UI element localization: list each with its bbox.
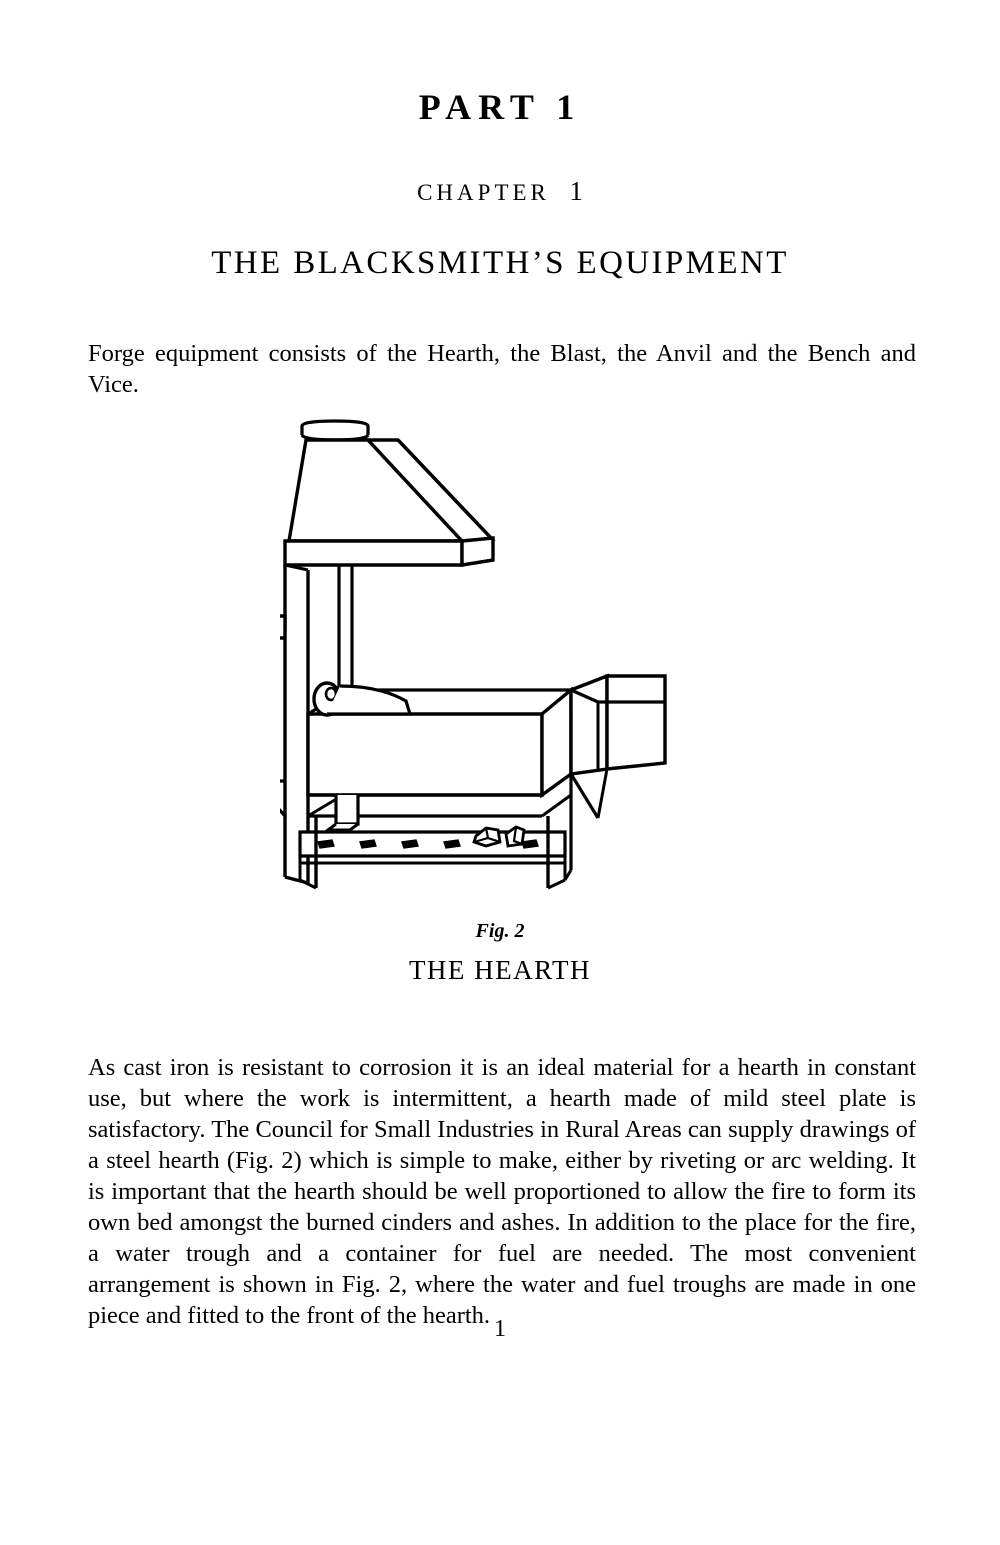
hearth-line-drawing [280, 418, 720, 898]
under-rail-icon [308, 795, 571, 830]
chapter-number: 1 [569, 176, 583, 206]
page-number: 1 [494, 1316, 506, 1342]
chapter-heading [0, 176, 1000, 207]
figure-hearth-illustration [0, 418, 1000, 898]
lower-shelf-icon [300, 832, 565, 863]
hood-icon [289, 440, 492, 541]
fuel-container-icon [571, 676, 665, 818]
chimney-collar-icon [302, 421, 368, 440]
intro-paragraph: Forge equipment consists of the Hearth, the Blast, the Anvil and the Bench and Vice. [88, 339, 916, 398]
tuyere-icon [314, 683, 410, 715]
chapter-label: CHAPTER [417, 180, 550, 205]
figure-subtitle: THE HEARTH [408, 955, 592, 985]
section-title: THE BLACKSMITH’S EQUIPMENT [211, 245, 789, 281]
part-title: PART 1 [418, 87, 582, 127]
figure-caption: Fig. 2 [475, 920, 525, 942]
main-paragraph: As cast iron is resistant to corrosion it is an ideal material for a hearth in constant use, but where the work is intermittent, a hearth made of mild steel plate is satisfactory. The Council for Small Industries in Rural Areas can supply drawings of a steel hearth (Fig. 2) which is simple to make, either by riveting or arc welding. It is important that the hearth should be well proportioned to allow the fire to form its own bed amongst the burned cinders and ashes. In addition to the place for the fire, a water trough and a container for fuel are needed. The most convenient arrangement is shown in Fig. 2, where the water and fuel troughs are made in one piece and fitted to the front of the hearth. [88, 1053, 916, 1329]
hood-rim-icon [285, 538, 493, 565]
coal-lumps-icon [474, 827, 524, 846]
